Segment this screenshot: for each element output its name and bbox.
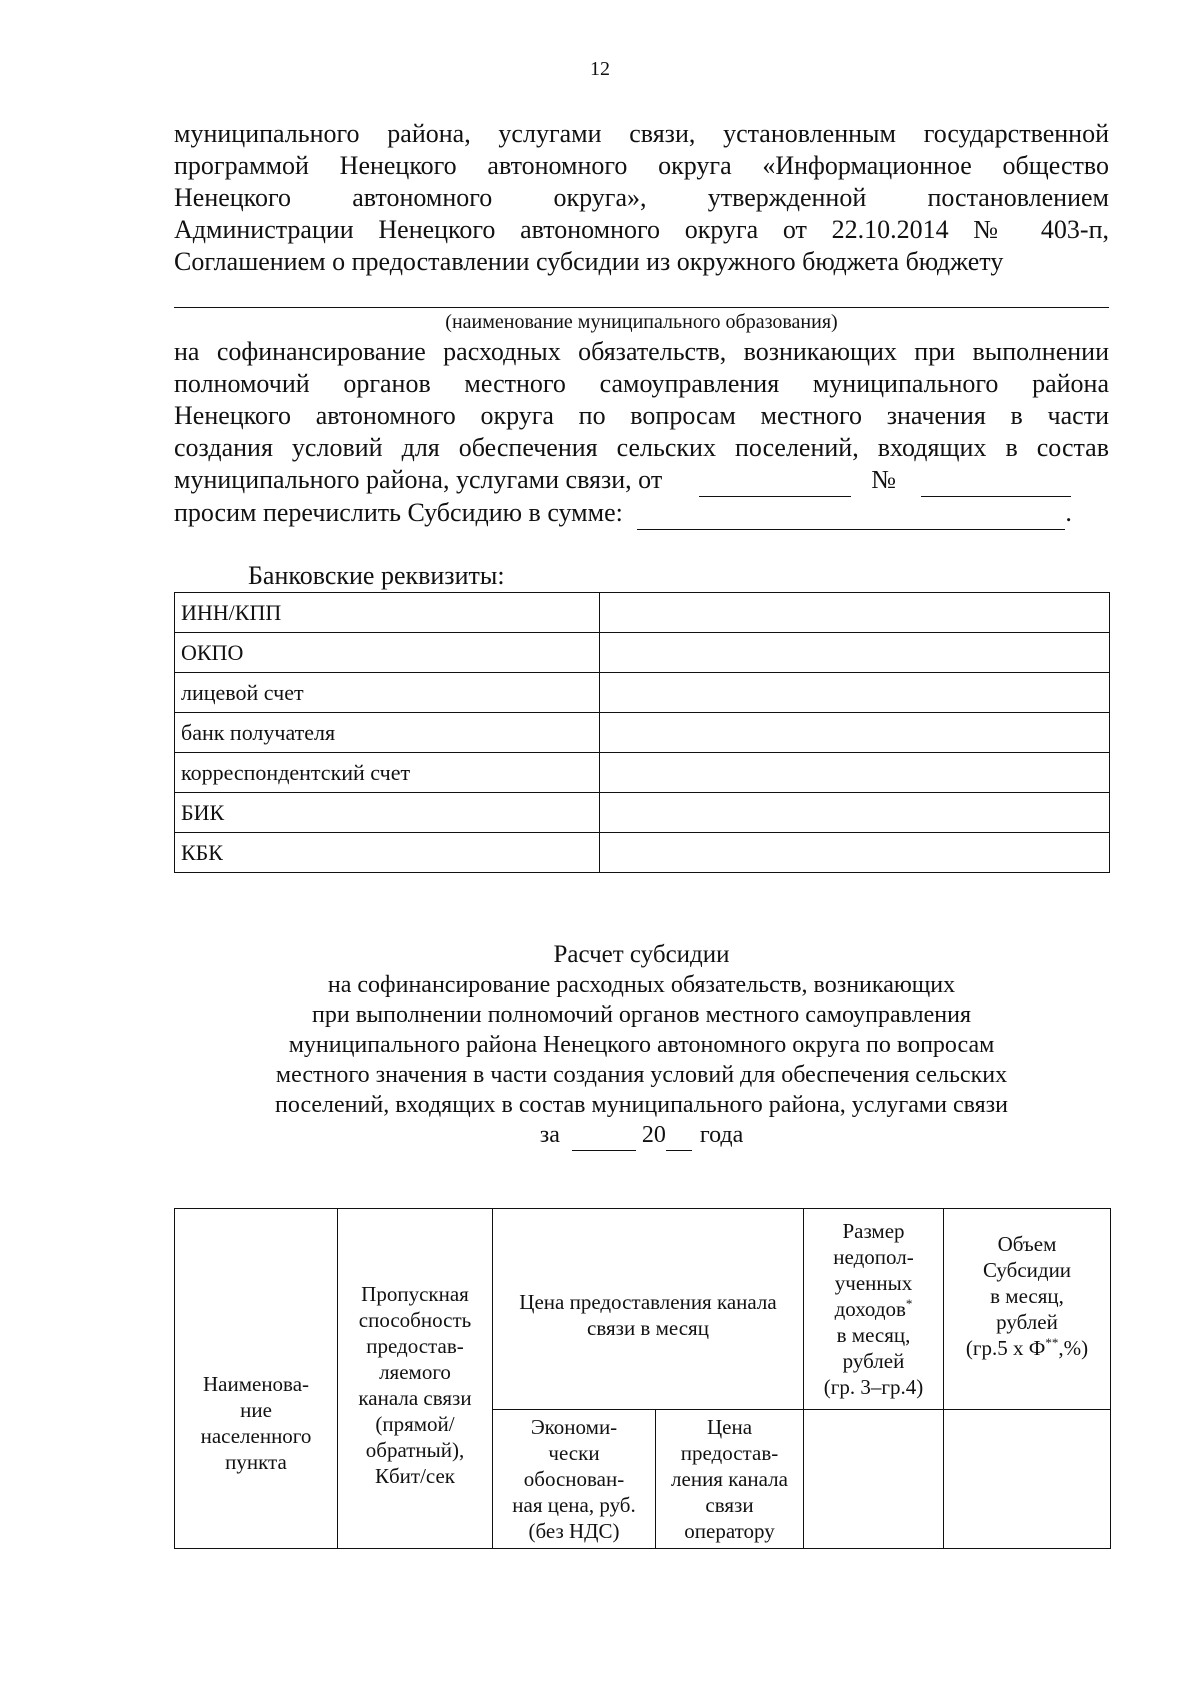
bank-field-value[interactable] <box>600 633 1110 673</box>
bank-field-value[interactable] <box>600 673 1110 713</box>
bank-details-table <box>174 592 1110 873</box>
agreement-date-line <box>174 464 1109 497</box>
calc-title: Расчет субсидии <box>553 941 730 968</box>
agreement-number-blank[interactable] <box>921 464 1071 497</box>
paragraph-2-line: на софинансирование расходных обязательств, возникающих при выполнении <box>174 337 1109 366</box>
col-price-header: Цена предоставления канала связи в месяц <box>493 1209 804 1410</box>
year-blank[interactable] <box>666 1120 692 1151</box>
municipality-name-blank[interactable] <box>174 307 1109 308</box>
year-mid: 20 <box>641 1122 666 1148</box>
municipality-name-caption: (наименование муниципального образования) <box>445 311 838 333</box>
col-lost-income-header: Размер недопол- ученных доходов* в месяц, рублей (гр. 3–гр.4) <box>804 1209 944 1410</box>
calc-title-line: при выполнении полномочий органов местного самоуправления <box>312 1002 971 1028</box>
paragraph-1 <box>174 118 1109 278</box>
col-subsidy-volume-header: Объем Субсидии в месяц, рублей (гр.5 х Ф**,%) <box>944 1209 1111 1410</box>
paragraph-2-line: создания условий для обеспечения сельских поселений, входящих в состав <box>174 433 1109 462</box>
bank-field-label: БИК <box>175 793 600 833</box>
col-settlement-header: Наименова- ние населенного пункта <box>175 1209 338 1549</box>
bank-field-label: лицевой счет <box>175 673 600 713</box>
table-row <box>175 713 1110 753</box>
table-row <box>175 633 1110 673</box>
subsidy-sum-line <box>174 497 1109 530</box>
paragraph-2 <box>174 336 1109 530</box>
paragraph-1-line: Администрации Ненецкого автономного округа от 22.10.2014 № 403-п, <box>174 215 1109 244</box>
calc-title-line: местного значения в части создания условий для обеспечения сельских <box>275 1062 1008 1088</box>
sum-period: . <box>1065 498 1072 527</box>
year-suffix: года <box>699 1122 744 1148</box>
bank-field-label: банк получателя <box>175 713 600 753</box>
bank-field-label: ОКПО <box>175 633 600 673</box>
paragraph-1-line: программой Ненецкого автономного округа «Информационное общество <box>174 151 1109 180</box>
paragraph-2-line: полномочий органов местного самоуправления муниципального района <box>174 369 1109 398</box>
page-number: 12 <box>590 58 610 80</box>
bank-field-label: корреспондентский счет <box>175 753 600 793</box>
table-row <box>175 793 1110 833</box>
calc-title-line: муниципального района Ненецкого автономного округа по вопросам <box>288 1032 995 1058</box>
subsidy-calculation-heading <box>174 940 1109 1151</box>
agreement-date-blank[interactable] <box>699 464 851 497</box>
col-economic-price-header: Экономи- чески обоснован- ная цена, руб. (без НДС) <box>493 1410 656 1549</box>
subsidy-sum-label: просим перечислить Субсидию в сумме: <box>174 498 623 527</box>
calc-title-line: на софинансирование расходных обязательств, возникающих <box>327 972 956 998</box>
bank-field-value[interactable] <box>600 753 1110 793</box>
year-prefix: за <box>539 1122 560 1148</box>
table-row <box>175 673 1110 713</box>
paragraph-1-line: муниципального района, услугами связи, установленным государственной <box>174 119 1109 148</box>
calc-title-line: поселений, входящих в состав муниципального района, услугами связи <box>275 1092 1008 1118</box>
bank-field-label: ИНН/КПП <box>175 593 600 633</box>
bank-details-title: Банковские реквизиты: <box>248 561 505 590</box>
period-blank[interactable] <box>572 1120 636 1151</box>
table-row <box>175 833 1110 873</box>
subsidy-sum-blank[interactable] <box>637 497 1065 530</box>
agreement-from-label: муниципального района, услугами связи, от <box>174 465 663 494</box>
table-cell-empty <box>804 1410 944 1549</box>
subsidy-calculation-table <box>174 1208 1111 1549</box>
number-sign: № <box>871 465 896 494</box>
bank-field-value[interactable] <box>600 833 1110 873</box>
table-cell-empty <box>944 1410 1111 1549</box>
table-header-row <box>175 1209 1111 1410</box>
paragraph-1-line: Ненецкого автономного округа», утвержденной постановлением <box>174 183 1109 212</box>
bank-field-label: КБК <box>175 833 600 873</box>
col-bandwidth-header: Пропускная способность предостав- ляемого канала связи (прямой/ обратный), Кбит/сек <box>338 1209 493 1549</box>
table-row <box>175 593 1110 633</box>
table-row <box>175 753 1110 793</box>
bank-field-value[interactable] <box>600 793 1110 833</box>
bank-field-value[interactable] <box>600 713 1110 753</box>
paragraph-1-line: Соглашением о предоставлении субсидии из окружного бюджета бюджету <box>174 247 1004 276</box>
col-operator-price-header: Цена предостав- ления канала связи оператору <box>656 1410 804 1549</box>
calc-year-line <box>174 1120 1109 1151</box>
paragraph-2-line: Ненецкого автономного округа по вопросам местного значения в части <box>174 401 1109 430</box>
bank-field-value[interactable] <box>600 593 1110 633</box>
